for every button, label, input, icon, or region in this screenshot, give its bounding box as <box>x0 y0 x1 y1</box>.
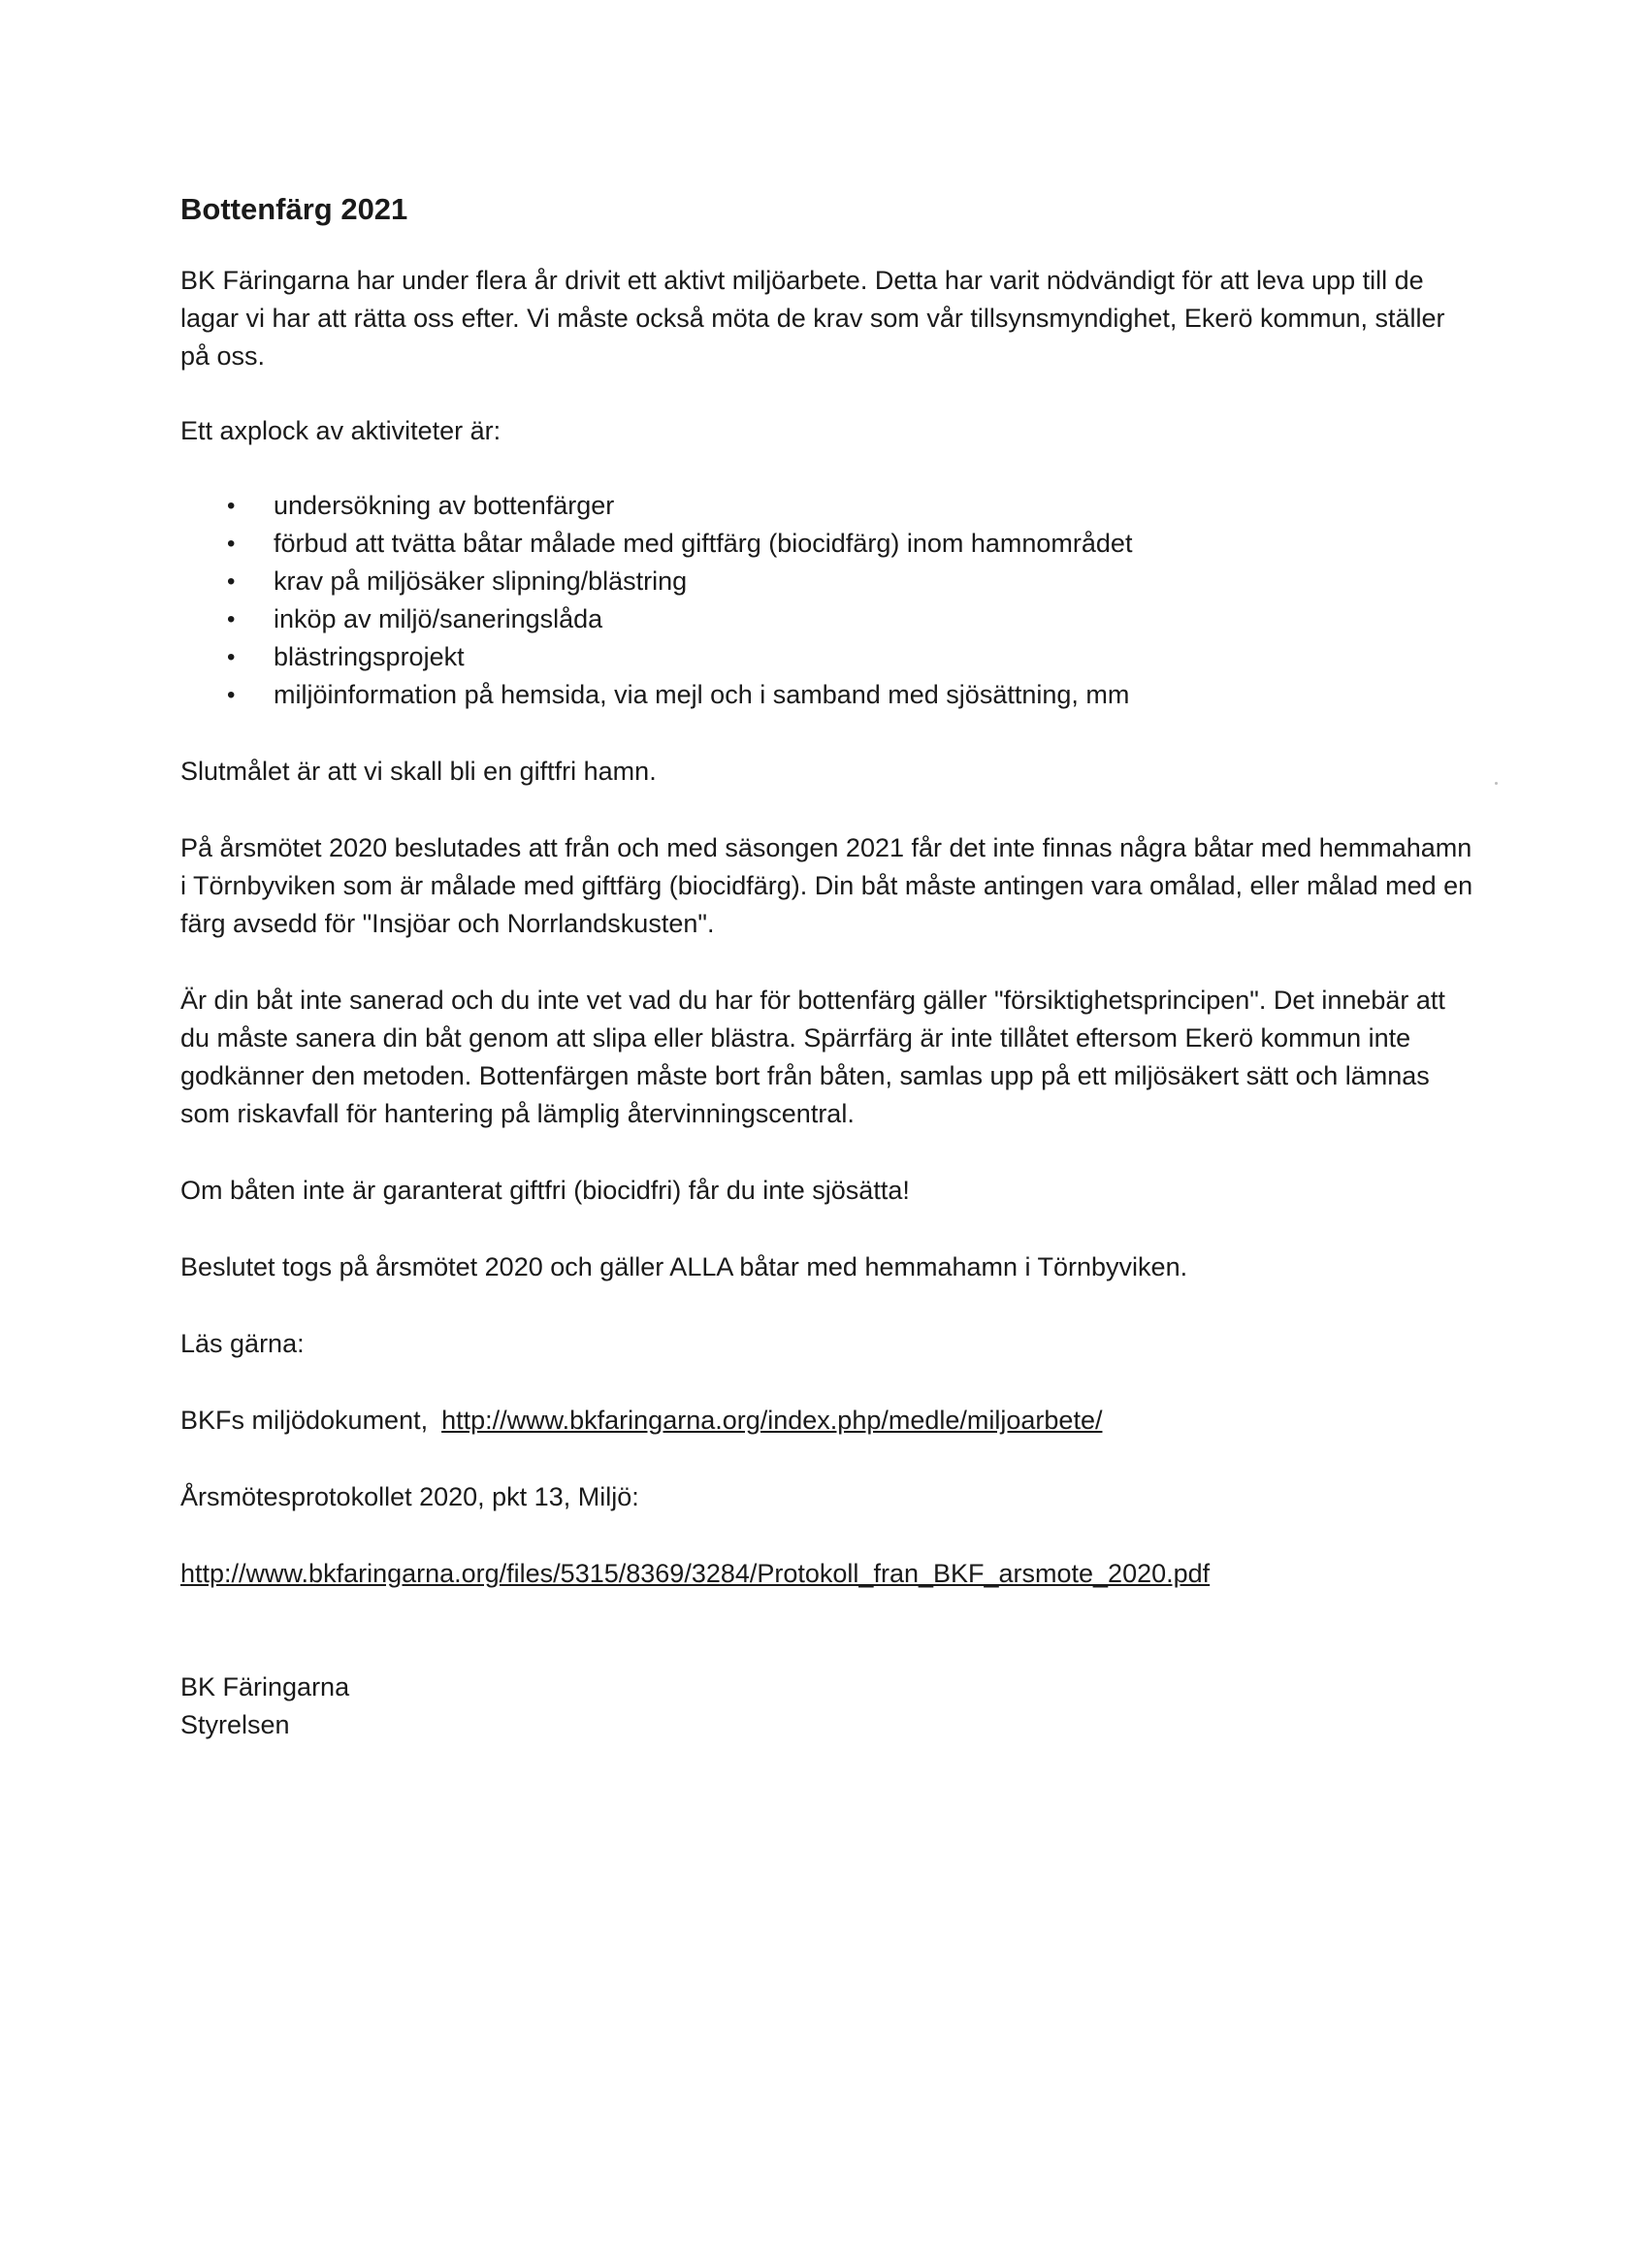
minutes-link[interactable]: http://www.bkfaringarna.org/files/5315/8369/3284/Protokoll_fran_BKF_arsmote_2020.pdf <box>180 1559 1211 1588</box>
intro-paragraph: BK Färingarna har under flera år drivit ett aktivt miljöarbete. Detta har varit nödvändigt för att leva upp till de lagar vi har att rätta oss efter. Vi måste också möta de krav som vår tillsynsmyndighet, Ekerö kommun, ställer på oss. <box>180 266 1445 371</box>
list-item: • blästringsprojekt <box>180 638 1480 676</box>
scope-paragraph: Beslutet togs på årsmötet 2020 och gäller ALLA båtar med hemmahamn i Törnbyviken. <box>180 1252 1188 1281</box>
list-item: • förbud att tvätta båtar målade med giftfärg (biocidfärg) inom hamnområdet <box>180 525 1480 563</box>
activities-lead: Ett axplock av aktiviteter är: <box>180 416 501 445</box>
env-docs-label: BKFs miljödokument, <box>180 1406 429 1435</box>
bullet-icon: • <box>227 682 236 708</box>
signature-block <box>180 1669 1480 1744</box>
list-item: • miljöinformation på hemsida, via mejl och i samband med sjösättning, mm <box>180 676 1480 714</box>
goal-paragraph: Slutmålet är att vi skall bli en giftfri hamn. <box>180 757 657 786</box>
signature-board: Styrelsen <box>180 1710 290 1739</box>
activities-list <box>180 487 1480 714</box>
env-docs-link[interactable]: http://www.bkfaringarna.org/index.php/medle/miljoarbete/ <box>441 1406 1103 1435</box>
bullet-icon: • <box>227 531 236 557</box>
document-title: Bottenfärg 2021 <box>180 192 408 226</box>
signature-org: BK Färingarna <box>180 1672 350 1701</box>
decision-paragraph: På årsmötet 2020 beslutades att från och med säsongen 2021 får det inte finnas några båtar med hemmahamn i Törnbyviken som är målade med giftfärg (biocidfärg). Din båt måste antingen vara omålad, eller målad med en färg avsedd för "Insjöar och Norrlandskusten". <box>180 833 1473 938</box>
bullet-icon: • <box>227 493 236 519</box>
document-body <box>180 190 1480 1744</box>
bullet-icon: • <box>227 606 236 632</box>
list-item: • undersökning av bottenfärger <box>180 487 1480 525</box>
list-item: • inköp av miljö/saneringslåda <box>180 600 1480 638</box>
warning-paragraph: Om båten inte är garanterat giftfri (biocidfri) får du inte sjösätta! <box>180 1176 910 1205</box>
list-item: • krav på miljösäker slipning/blästring <box>180 563 1480 600</box>
precaution-paragraph: Är din båt inte sanerad och du inte vet vad du har för bottenfärg gäller "försiktighetsprincipen". Det innebär att du måste sanera din båt genom att slipa eller blästra. Spärrfärg är inte tillåtet eftersom Ekerö kommun inte godkänner den metoden. Bottenfärgen måste bort från båten, samlas upp på ett miljösäkert sätt och lämnas som riskavfall för hantering på lämplig återvinningscentral. <box>180 986 1445 1128</box>
env-docs-row <box>180 1402 1480 1440</box>
bullet-icon: • <box>227 644 236 670</box>
minutes-row <box>180 1555 1480 1593</box>
minutes-label: Årsmötesprotokollet 2020, pkt 13, Miljö: <box>180 1482 639 1511</box>
bullet-icon: • <box>227 568 236 595</box>
scan-speck <box>1495 782 1498 785</box>
read-more-label: Läs gärna: <box>180 1329 305 1358</box>
